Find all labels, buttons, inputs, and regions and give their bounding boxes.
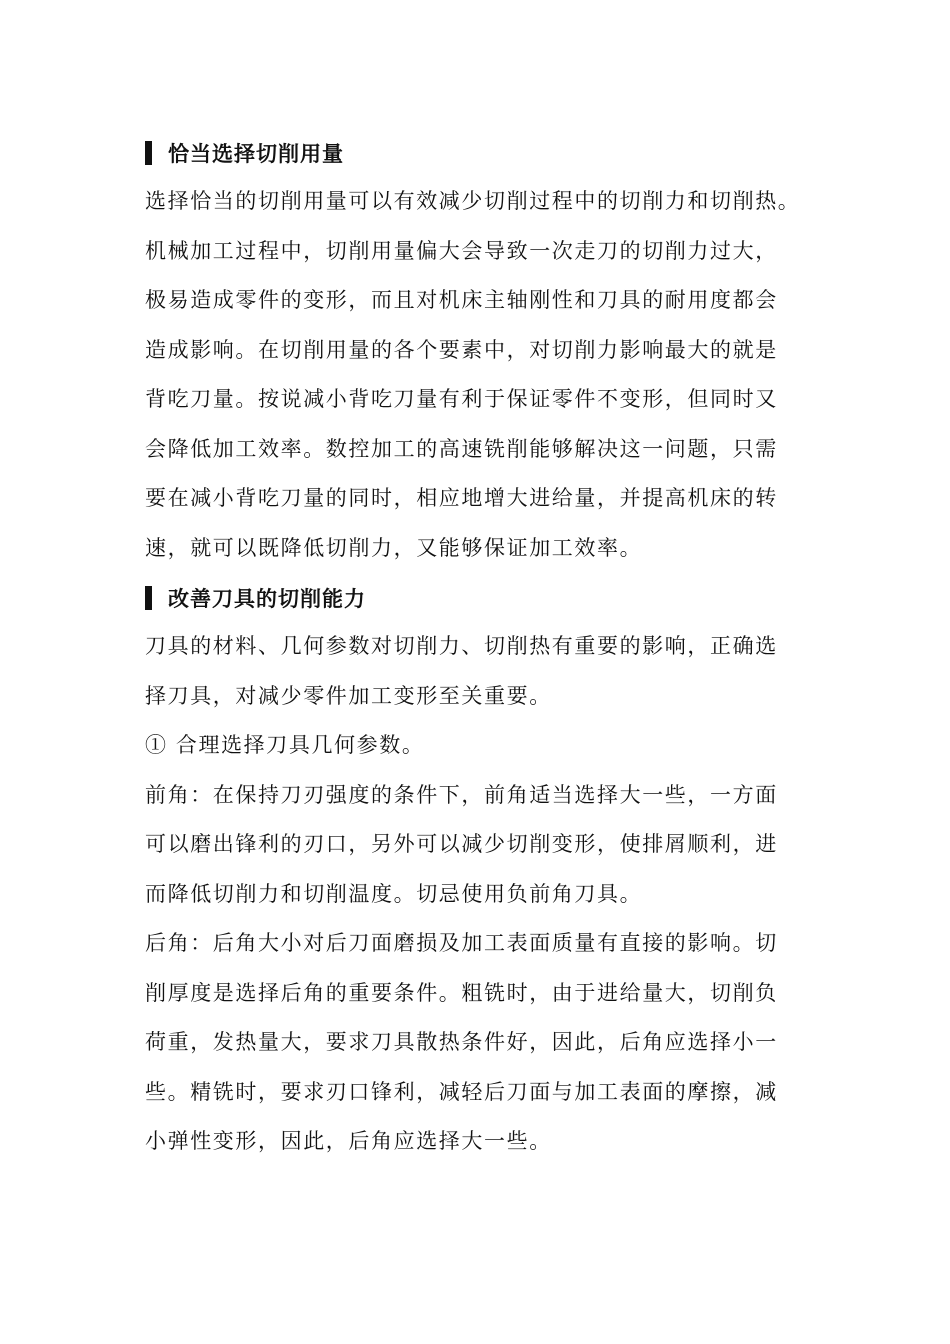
text-line: 而降低切削力和切削温度。切忌使用负前角刀具。 bbox=[145, 881, 643, 906]
text-line: ① 合理选择刀具几何参数。 bbox=[145, 733, 425, 757]
text-line: 可以磨出锋利的刃口，另外可以减少切削变形，使排屑顺利，进 bbox=[145, 832, 778, 856]
text-line: 些。精铣时，要求刃口锋利，减轻后刀面与加工表面的摩擦，减 bbox=[145, 1079, 778, 1104]
text-line: 择刀具，对减少零件加工变形至关重要。 bbox=[145, 683, 552, 708]
text-line: 选择恰当的切削用量可以有效减少切削过程中的切削力和切削热。 bbox=[145, 189, 801, 213]
text-line: 极易造成零件的变形，而且对机床主轴刚性和刀具的耐用度都会 bbox=[145, 288, 778, 312]
document-body bbox=[145, 128, 825, 1167]
paragraph bbox=[145, 622, 825, 721]
section-heading bbox=[145, 573, 825, 622]
text-line: 造成影响。在切削用量的各个要素中，对切削力影响最大的就是 bbox=[145, 337, 778, 362]
paragraph bbox=[145, 177, 825, 573]
heading-marker-bar bbox=[145, 586, 152, 610]
section-heading-text: 改善刀具的切削能力 bbox=[168, 586, 366, 611]
text-line: 背吃刀量。按说减小背吃刀量有利于保证零件不变形，但同时又 bbox=[145, 387, 778, 411]
text-line: 前角：在保持刀刃强度的条件下，前角适当选择大一些，一方面 bbox=[145, 782, 778, 807]
text-line: 刀具的材料、几何参数对切削力、切削热有重要的影响，正确选 bbox=[145, 634, 778, 658]
paragraph bbox=[145, 919, 825, 1167]
text-line: 小弹性变形，因此，后角应选择大一些。 bbox=[145, 1129, 552, 1153]
text-line: 机械加工过程中，切削用量偏大会导致一次走刀的切削力过大， bbox=[145, 238, 778, 263]
section-heading bbox=[145, 128, 825, 177]
text-line: 速，就可以既降低切削力，又能够保证加工效率。 bbox=[145, 535, 643, 560]
text-line: 荷重，发热量大，要求刀具散热条件好，因此，后角应选择小一 bbox=[145, 1030, 778, 1054]
paragraph bbox=[145, 771, 825, 920]
text-line: 要在减小背吃刀量的同时，相应地增大进给量，并提高机床的转 bbox=[145, 486, 778, 510]
text-line: 后角：后角大小对后刀面磨损及加工表面质量有直接的影响。切 bbox=[145, 931, 778, 955]
section-heading-text: 恰当选择切削用量 bbox=[168, 141, 344, 166]
paragraph bbox=[145, 721, 825, 771]
text-line: 削厚度是选择后角的重要条件。粗铣时，由于进给量大，切削负 bbox=[145, 980, 778, 1005]
text-line: 会降低加工效率。数控加工的高速铣削能够解决这一问题，只需 bbox=[145, 436, 778, 461]
heading-marker-bar bbox=[145, 141, 152, 165]
